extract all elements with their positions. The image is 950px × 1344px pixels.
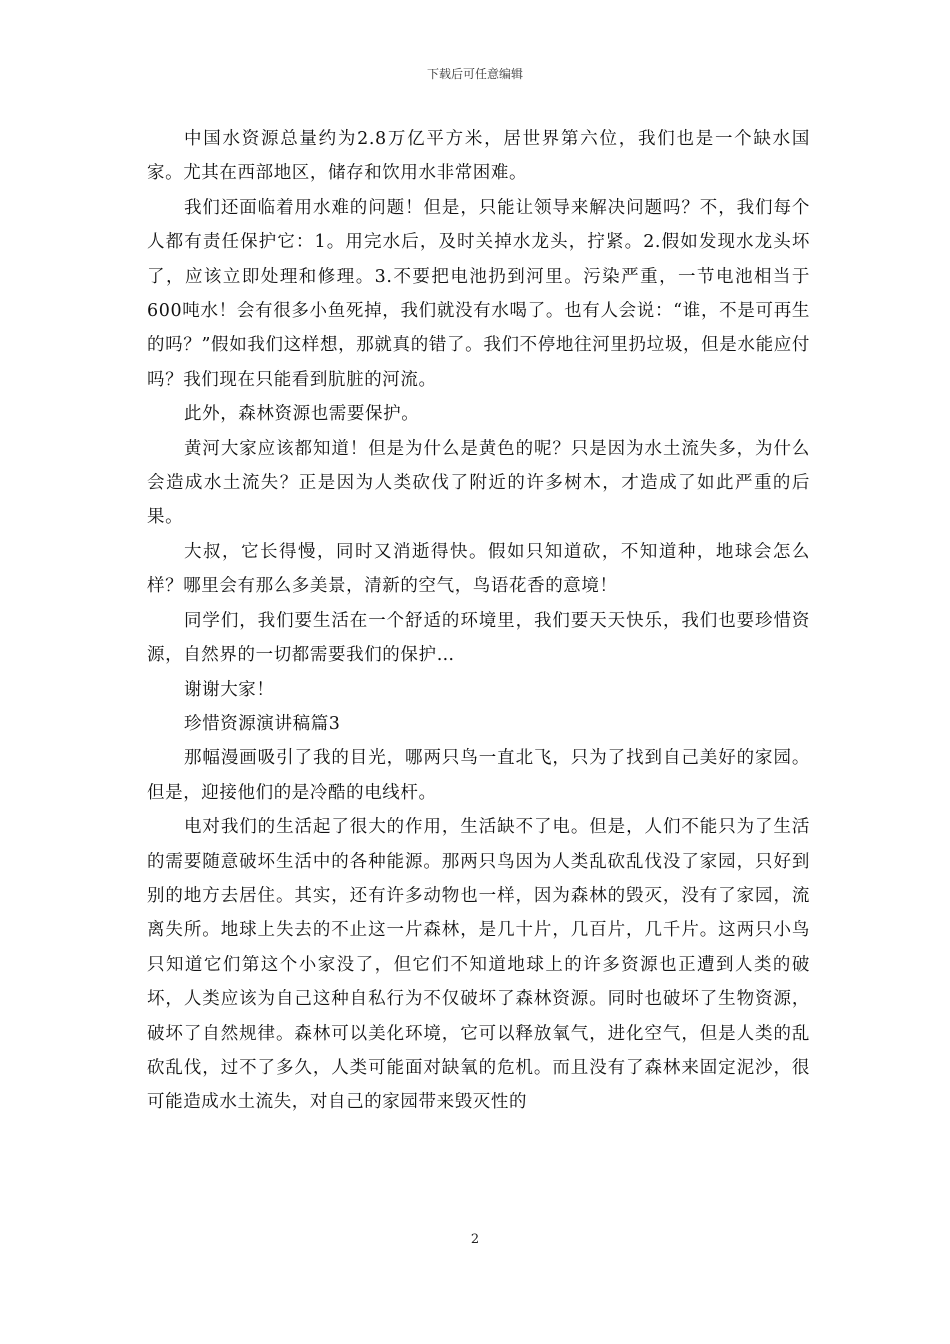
paragraph: 电对我们的生活起了很大的作用，生活缺不了电。但是，人们不能只为了生活的需要随意破坏生活中的各种能源。那两只鸟因为人类乱砍乱伐没了家园，只好到别的地方去居住。其实，还有许多动物也一样，因为森林的毁灭，没有了家园，流离失所。地球上失去的不止这一片森林，是几十片，几百片，几千片。这两只小鸟只知道它们第这个小家没了，但它们不知道地球上的许多资源也正遭到人类的破坏，人类应该为自己这种自私行为不仅破坏了森林资源。同时也破坏了生物资源，破坏了自然规律。森林可以美化环境，它可以释放氧气，进化空气，但是人类的乱砍乱伐，过不了多久，人类可能面对缺氧的危机。而且没有了森林来固定泥沙，很可能造成水土流失，对自己的家园带来毁灭性的 [147,817,810,1113]
paragraph: 同学们，我们要生活在一个舒适的环境里，我们要天天快乐，我们也要珍惜资源，自然界的一切都需要我们的保护… [147,610,810,666]
page-number: 2 [470,1232,480,1247]
paragraph: 那幅漫画吸引了我的目光，哪两只鸟一直北飞，只为了找到自己美好的家园。但是，迎接他们的是冷酷的电线杆。 [147,748,810,803]
paragraph: 中国水资源总量约为2.8万亿平方米，居世界第六位，我们也是一个缺水国家。尤其在西部地区，储存和饮用水非常困难。 [147,129,810,184]
paragraph: 大叔，它长得慢，同时又消逝得快。假如只知道砍，不知道种，地球会怎么样？哪里会有那么多美景，清新的空气，鸟语花香的意境！ [147,541,810,597]
section-heading: 珍惜资源演讲稿篇3 [184,713,341,734]
page-header: 下载后可任意编辑 [426,67,523,81]
paragraph: 此外，森林资源也需要保护。 [184,404,420,425]
paragraph: 我们还面临着用水难的问题！但是，只能让领导来解决问题吗？不，我们每个人都有责任保护它：1。用完水后，及时关掉水龙头，拧紧。2.假如发现水龙头坏了，应该立即处理和修理。3.不要把电池扔到河里。污染严重，一节电池相当于600吨水！会有很多小鱼死掉，我们就没有水喝了。也有人会说：“谁，不是可再生的吗？”假如我们这样想，那就真的错了。我们不停地往河里扔垃圾，但是水能应付吗？我们现在只能看到肮脏的河流。 [147,197,810,390]
document-body [147,122,810,1120]
paragraph: 黄河大家应该都知道！但是为什么是黄色的呢？只是因为水土流失多，为什么会造成水土流失？正是因为人类砍伐了附近的许多树木，才造成了如此严重的后果。 [147,438,810,528]
paragraph: 谢谢大家！ [184,679,275,700]
